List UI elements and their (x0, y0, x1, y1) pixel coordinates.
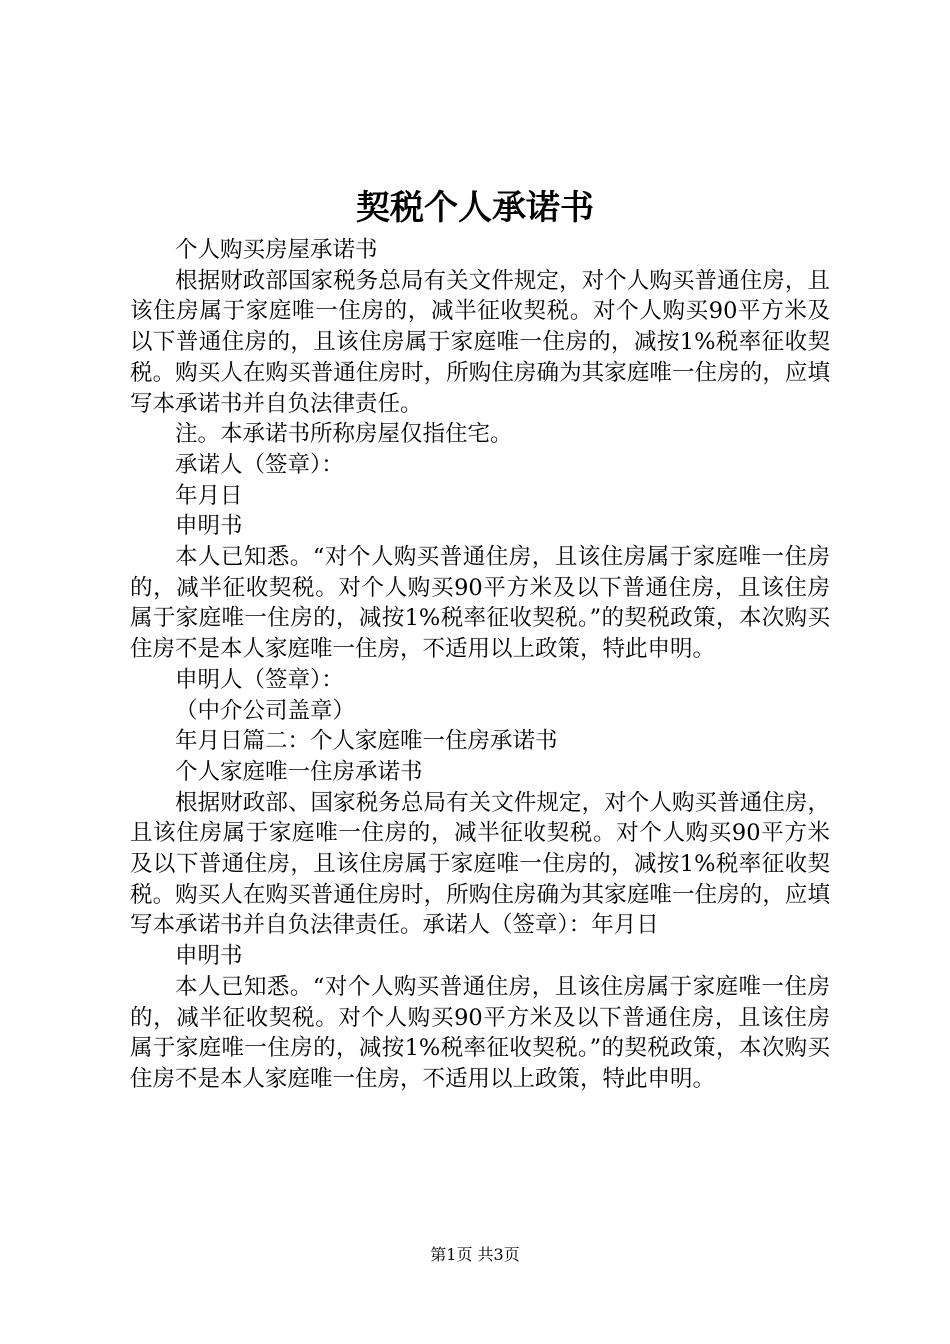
page-footer: 第1页 共3页 (430, 1245, 520, 1264)
date-line-part-two: 年月日篇二：个人家庭唯一住房承诺书 (175, 728, 558, 755)
document-body (130, 235, 830, 1095)
date-line: 年月日 (175, 482, 243, 509)
heading-family-commitment: 个人家庭唯一住房承诺书 (175, 758, 423, 785)
paragraph-regulation-two: 根据财政部、国家税务总局有关文件规定，对个人购买普通住房，且该住房属于家庭唯一住房的，减半征收契税。对个人购买90平方米及以下普通住房，且该住房属于家庭唯一住房的，减按1%税率征收契税。购买人在购买普通住房时，所购住房确为其家庭唯一住房的，应填写本承诺书并自负法律责任。承诺人（签章）：年月日 (130, 789, 830, 939)
paragraph-declaration: 本人已知悉。“对个人购买普通住房，且该住房属于家庭唯一住房的，减半征收契税。对个人购买90平方米及以下普通住房，且该住房属于家庭唯一住房的，减按1%税率征收契税。”的契税政策，本次购买住房不是本人家庭唯一住房，不适用以上政策，特此申明。 (130, 544, 830, 663)
signature-line-promisor: 承诺人（签章）： (175, 451, 344, 478)
document-title: 契税个人承诺书 (356, 188, 594, 228)
heading-declaration: 申明书 (175, 513, 243, 540)
paragraph-note: 注。本承诺书所称房屋仅指住宅。 (175, 421, 513, 448)
signature-line-declarant: 申明人（签章）： (175, 666, 344, 693)
paragraph-declaration-two: 本人已知悉。“对个人购买普通住房，且该住房属于家庭唯一住房的，减半征收契税。对个人购买90平方米及以下普通住房，且该住房属于家庭唯一住房的，减按1%税率征收契税。”的契税政策，本次购买住房不是本人家庭唯一住房，不适用以上政策，特此申明。 (130, 973, 830, 1092)
paragraph-regulation: 根据财政部国家税务总局有关文件规定，对个人购买普通住房，且该住房属于家庭唯一住房的，减半征收契税。对个人购买90平方米及以下普通住房的，且该住房属于家庭唯一住房的，减按1%税率征收契税。购买人在购买普通住房时，所购住房确为其家庭唯一住房的，应填写本承诺书并自负法律责任。 (130, 267, 830, 417)
agency-seal-line: （中介公司盖章） (175, 697, 356, 724)
heading-declaration-two: 申明书 (175, 943, 243, 970)
heading-purchase-commitment: 个人购买房屋承诺书 (175, 237, 378, 263)
